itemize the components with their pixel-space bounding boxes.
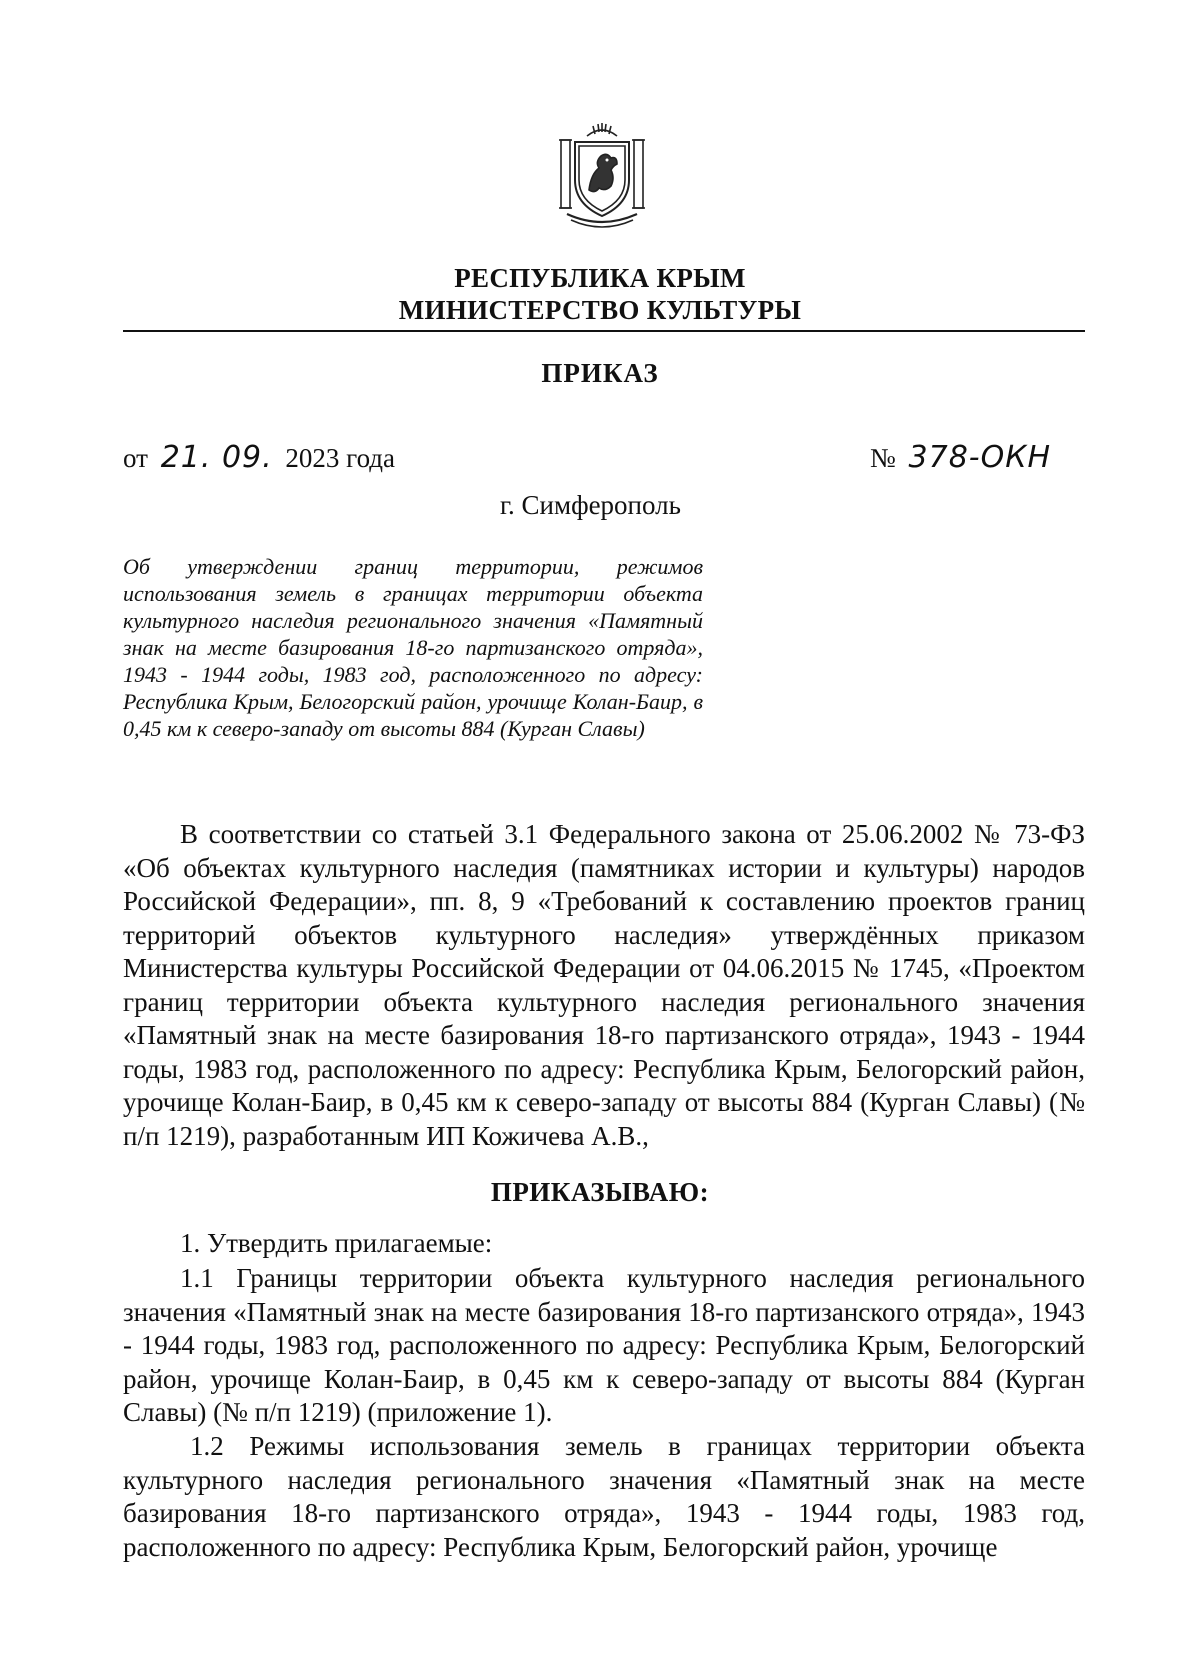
- item-1-2: 1.2 Режимы использования земель в границах территории объекта культурного наследия регионального значения «Памятный знак на месте базирования 18-го партизанского отряда», 1943 - 1944 годы, 1983 год, расположенного по адресу: Республика Крым, Белогорский район, урочище: [123, 1431, 1085, 1562]
- decree-heading: ПРИКАЗЫВАЮ:: [490, 1177, 710, 1207]
- doc-type-title: ПРИКАЗ: [541, 358, 659, 388]
- date-line: [123, 442, 395, 474]
- order-number-line: [870, 442, 1057, 474]
- number-handwritten: 378-ОКН: [908, 440, 1052, 475]
- date-year: 2023 года: [285, 443, 396, 473]
- crimea-coat-of-arms-icon: [555, 122, 649, 232]
- order-subject: Об утверждении границ территории, режимов использования земель в границах территории объекта культурного наследия регионального значения «Памятный знак на месте базирования 18-го партизанского отряда», 1943 - 1944 годы, 1983 год, расположенного по адресу: Республика Крым, Белогорский район, урочище Колан-Баир, в 0,45 км к северо-западу от высоты 884 (Курган Славы): [123, 554, 703, 741]
- item-1: 1. Утвердить прилагаемые:: [180, 1228, 493, 1258]
- date-handwritten: 21. 09.: [160, 440, 273, 475]
- date-prefix: от: [123, 443, 148, 473]
- item-1-1: 1.1 Границы территории объекта культурного наследия регионального значения «Памятный знак на месте базирования 18-го партизанского отряда», 1943 - 1944 годы, 1983 год, расположенного по адресу: Республика Крым, Белогорский район, урочище Колан-Баир, в 0,45 км к северо-западу от высоты 884 (Курган Славы) (№ п/п 1219) (приложение 1).: [123, 1263, 1085, 1427]
- number-prefix: №: [870, 443, 896, 473]
- city-line: г. Симферополь: [500, 490, 681, 520]
- preamble-paragraph: В соответствии со статьей 3.1 Федерального закона от 25.06.2002 № 73-ФЗ «Об объектах культурного наследия (памятниках истории и культуры) народов Российской Федерации», пп. 8, 9 «Требований к составлению проектов границ территорий объектов культурного наследия» утверждённых приказом Министерства культуры Российской Федерации от 04.06.2015 № 1745, «Проектом границ территории объекта культурного наследия регионального значения «Памятный знак на месте базирования 18-го партизанского отряда», 1943 - 1944 годы, 1983 год, расположенного по адресу: Республика Крым, Белогорский район, урочище Колан-Баир, в 0,45 км к северо-западу от высоты 884 (Курган Славы) (№ п/п 1219), разработанным ИП Кожичева А.В.,: [123, 819, 1085, 1151]
- org-name-line1: РЕСПУБЛИКА КРЫМ: [454, 263, 746, 293]
- header-divider: [123, 330, 1085, 332]
- org-name-line2: МИНИСТЕРСТВО КУЛЬТУРЫ: [398, 295, 802, 325]
